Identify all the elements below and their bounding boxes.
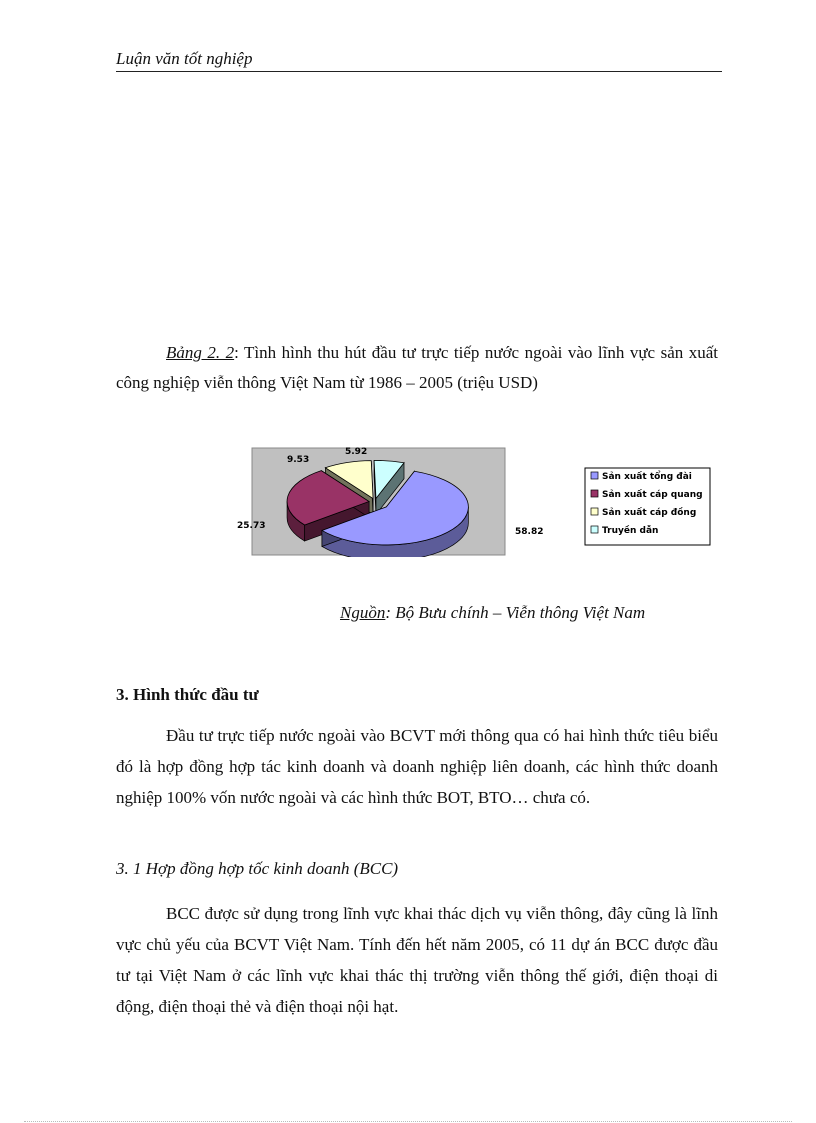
source-label: Nguồn: [340, 603, 386, 622]
paragraph-2-text: BCC được sử dụng trong lĩnh vực khai thác dịch vụ viễn thông, đây cũng là lĩnh vực chủ yếu của BCVT Việt Nam. Tính đến hết năm 2005, có 11 dự án BCC được đầu tư tại Việt Nam ở các lĩnh vực khai thác thị trường viễn thông thế giới, điện thoại di động, điện thoại thẻ và điện thoại nội hạt.: [116, 904, 718, 1016]
legend-swatch-3: [591, 508, 598, 515]
caption-label: Bảng 2. 2: [166, 343, 235, 362]
paragraph-2: [116, 898, 718, 1022]
legend-swatch-4: [591, 526, 598, 533]
data-label-4: 5.92: [345, 447, 368, 457]
source-note: [340, 603, 645, 623]
header-title: Luận văn tốt nghiệp: [116, 49, 253, 68]
chart-legend: [585, 468, 710, 545]
data-label-1: 58.82: [515, 527, 544, 537]
chart-svg: [215, 442, 715, 557]
legend-label-4: Truyền dẫn: [602, 526, 659, 536]
paragraph-1: [116, 720, 718, 813]
paragraph-1-text: Đầu tư trực tiếp nước ngoài vào BCVT mới thông qua có hai hình thức tiêu biểu đó là hợp đồng hợp tác kinh doanh và doanh nghiệp liên doanh, các hình thức doanh nghiệp 100% vốn nước ngoài và các hình thức BOT, BTO… chưa có.: [116, 726, 718, 807]
section-heading: 3. Hình thức đầu tư: [116, 685, 259, 704]
legend-label-2: Sản xuất cáp quang: [602, 490, 703, 500]
footer-divider: [24, 1121, 792, 1122]
page-header: [116, 49, 722, 72]
legend-swatch-1: [591, 472, 598, 479]
legend-label-1: Sản xuất tổng đài: [602, 472, 692, 482]
caption-text: : Tình hình thu hút đầu tư trực tiếp nước ngoài vào lĩnh vực sản xuất công nghiệp viễn thông Việt Nam từ 1986 – 2005 (triệu USD): [116, 343, 718, 392]
legend-swatch-2: [591, 490, 598, 497]
data-label-2: 25.73: [237, 521, 266, 531]
pie-chart: [215, 442, 715, 557]
subsection-heading: 3. 1 Hợp đồng hợp tốc kinh doanh (BCC): [116, 859, 399, 878]
source-text: : Bộ Bưu chính – Viễn thông Việt Nam: [385, 603, 646, 622]
legend-label-3: Sản xuất cáp đồng: [602, 508, 697, 518]
data-label-3: 9.53: [287, 455, 310, 465]
table-caption: [116, 338, 718, 398]
